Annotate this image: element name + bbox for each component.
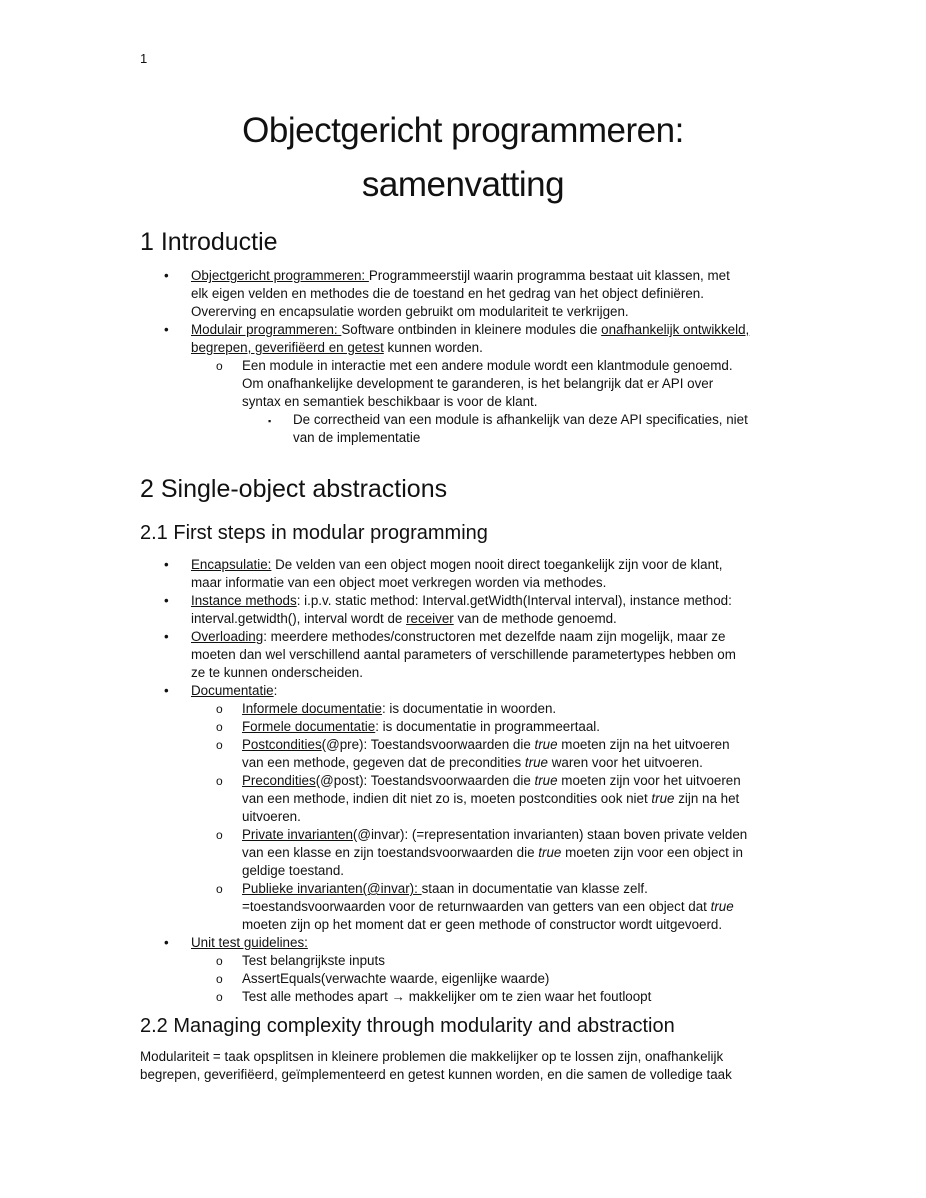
text: ze te kunnen onderscheiden. — [191, 665, 363, 680]
list-item — [140, 880, 790, 898]
list-item — [140, 970, 790, 988]
term-instance-methods: Instance methods — [191, 593, 297, 608]
bullet-dot: • — [164, 683, 169, 698]
text: (@post): Toestandsvoorwaarden die — [315, 773, 535, 788]
text: true — [524, 755, 548, 770]
modularity-paragraph — [140, 1048, 800, 1084]
text: Software ontbinden in kleinere modules die — [341, 322, 602, 337]
text: van een methode, indien dit niet zo is, moeten postcondities ook niet — [242, 791, 652, 806]
subsection-heading-first-steps: 2.1 First steps in modular programming — [140, 522, 488, 544]
text: van een methode, gegeven dat de precondities — [242, 755, 525, 770]
text: elk eigen velden en methodes die de toestand en het gedrag van het object definiëren. — [191, 286, 704, 301]
text: kunnen worden. — [383, 340, 483, 355]
page-number: 1 — [140, 51, 148, 66]
text: Modulariteit = taak opsplitsen in kleinere problemen die makkelijker op te lossen zijn, onafhankelijk — [140, 1049, 724, 1064]
first-steps-list — [140, 556, 790, 1006]
text: interval.getwidth(), interval wordt de — [191, 611, 407, 626]
text: : is documentatie in woorden. — [381, 701, 557, 716]
text: waren voor het uitvoeren. — [547, 755, 703, 770]
text: Een module in interactie met een andere module wordt een klantmodule genoemd. — [242, 358, 733, 373]
intro-list — [140, 267, 790, 447]
list-item — [140, 682, 790, 700]
title-line-1: Objectgericht programmeren: — [242, 111, 684, 150]
subsection-heading-complexity: 2.2 Managing complexity through modularity and abstraction — [140, 1015, 675, 1037]
text: begrepen, geverifiëerd, geïmplementeerd en getest kunnen worden, en die samen de volledige taak — [140, 1067, 732, 1082]
term-formele: Formele documentatie — [242, 719, 376, 734]
list-item — [140, 267, 790, 285]
text: van de methode genoemd. — [453, 611, 617, 626]
list-item — [140, 556, 790, 574]
list-item — [140, 826, 790, 844]
list-item-cont — [140, 574, 790, 592]
text: begrepen, geverifiëerd en getest — [191, 340, 384, 355]
paragraph-line — [140, 1066, 800, 1084]
bullet-circle: o — [216, 828, 223, 842]
text: moeten dan wel verschillend aantal parameters of verschillende parametertypes hebben om — [191, 647, 736, 662]
text: De correctheid van een module is afhankelijk van deze API specificaties, niet — [293, 412, 748, 427]
text: geldige toestand. — [242, 863, 344, 878]
text: Test alle methodes apart → makkelijker om te zien waar het foutloopt — [242, 989, 652, 1004]
term-private-invarianten: Private invarianten — [242, 827, 353, 842]
list-item — [140, 321, 790, 339]
list-item-cont — [140, 898, 790, 916]
list-item-cont — [140, 610, 790, 628]
bullet-circle: o — [216, 972, 223, 986]
text: true — [534, 737, 558, 752]
text: (@pre): Toestandsvoorwaarden die — [321, 737, 535, 752]
bullet-circle: o — [216, 882, 223, 896]
term-unit-test: Unit test guidelines: — [191, 935, 308, 950]
term-documentatie: Documentatie — [191, 683, 274, 698]
list-item-cont — [140, 664, 790, 682]
text: onafhankelijk ontwikkeld, — [601, 322, 750, 337]
list-item-cont — [140, 303, 790, 321]
text: : meerdere methodes/constructoren met dezelfde naam zijn mogelijk, maar ze — [263, 629, 726, 644]
term-publieke-invarianten: Publieke invarianten(@invar): — [242, 881, 422, 896]
text: De velden van een object mogen nooit direct toegankelijk zijn voor de klant, — [271, 557, 723, 572]
section-heading-introductie: 1 Introductie — [140, 228, 278, 256]
list-item-cont — [140, 339, 790, 357]
term-postcondities: Postcondities — [242, 737, 322, 752]
list-item — [140, 988, 790, 1006]
text: Test belangrijkste inputs — [242, 953, 385, 968]
text: moeten zijn na het uitvoeren — [557, 737, 730, 752]
bullet-dot: • — [164, 557, 169, 572]
text: moeten zijn voor het uitvoeren — [557, 773, 741, 788]
list-item-cont — [140, 916, 790, 934]
paragraph-line — [140, 1048, 800, 1066]
text: : is documentatie in programmeertaal. — [375, 719, 601, 734]
text: : — [273, 683, 278, 698]
bullet-circle: o — [216, 954, 223, 968]
bullet-circle: o — [216, 774, 223, 788]
text: receiver — [406, 611, 454, 626]
term-encapsulatie: Encapsulatie: — [191, 557, 272, 572]
list-item-cont — [140, 285, 790, 303]
text: Programmeerstijl waarin programma bestaat uit klassen, met — [368, 268, 730, 283]
text: moeten zijn op het moment dat er geen methode of constructor wordt uitgevoerd. — [242, 917, 723, 932]
document-title — [120, 104, 806, 212]
section-heading-single-object: 2 Single-object abstractions — [140, 475, 448, 503]
list-item — [140, 736, 790, 754]
bullet-dot: • — [164, 935, 169, 950]
bullet-circle: o — [216, 990, 223, 1004]
text: maar informatie van een object moet verkregen worden via methodes. — [191, 575, 607, 590]
bullet-dot: • — [164, 593, 169, 608]
bullet-dot: • — [164, 629, 169, 644]
text: true — [651, 791, 675, 806]
list-item-cont — [140, 754, 790, 772]
text: Overerving en encapsulatie worden gebruikt om modulariteit te verkrijgen. — [191, 304, 629, 319]
bullet-square: ▪ — [268, 416, 272, 426]
term-informele: Informele documentatie — [242, 701, 382, 716]
text: AssertEquals(verwachte waarde, eigenlijke waarde) — [242, 971, 550, 986]
text: true — [538, 845, 562, 860]
title-line-2: samenvatting — [361, 165, 565, 204]
list-item — [140, 357, 790, 375]
text: moeten zijn voor een object in — [561, 845, 743, 860]
list-item — [140, 700, 790, 718]
text: syntax en semantiek beschikbaar is voor de klant. — [242, 394, 538, 409]
term-modulair: Modulair programmeren: — [191, 322, 342, 337]
bullet-circle: o — [216, 702, 223, 716]
list-item-cont — [140, 646, 790, 664]
list-item-cont — [140, 393, 790, 411]
term-objectgericht: Objectgericht programmeren: — [191, 268, 369, 283]
text: van de implementatie — [293, 430, 421, 445]
list-item — [140, 718, 790, 736]
text: (@invar): (=representation invarianten) staan boven private velden — [352, 827, 748, 842]
text: true — [710, 899, 734, 914]
term-overloading: Overloading — [191, 629, 264, 644]
bullet-circle: o — [216, 720, 223, 734]
list-item — [140, 952, 790, 970]
text: =toestandsvoorwaarden voor de returnwaarden van getters van een object dat — [242, 899, 711, 914]
list-item-cont — [140, 429, 790, 447]
text: van een klasse en zijn toestandsvoorwaarden die — [242, 845, 539, 860]
text: Om onafhankelijke development te garanderen, is het belangrijk dat er API over — [242, 376, 714, 391]
list-item-cont — [140, 790, 790, 808]
text: true — [534, 773, 558, 788]
list-item-cont — [140, 844, 790, 862]
list-item — [140, 934, 790, 952]
list-item-cont — [140, 862, 790, 880]
text: uitvoeren. — [242, 809, 301, 824]
list-item — [140, 592, 790, 610]
text: : i.p.v. static method: Interval.getWidth(Interval interval), instance method: — [296, 593, 732, 608]
list-item-cont — [140, 808, 790, 826]
bullet-dot: • — [164, 322, 169, 337]
bullet-dot: • — [164, 268, 169, 283]
text: zijn na het — [674, 791, 740, 806]
list-item — [140, 411, 790, 429]
list-item — [140, 628, 790, 646]
bullet-circle: o — [216, 738, 223, 752]
text: staan in documentatie van klasse zelf. — [421, 881, 648, 896]
list-item-cont — [140, 375, 790, 393]
bullet-circle: o — [216, 359, 223, 373]
list-item — [140, 772, 790, 790]
term-precondities: Precondities — [242, 773, 316, 788]
